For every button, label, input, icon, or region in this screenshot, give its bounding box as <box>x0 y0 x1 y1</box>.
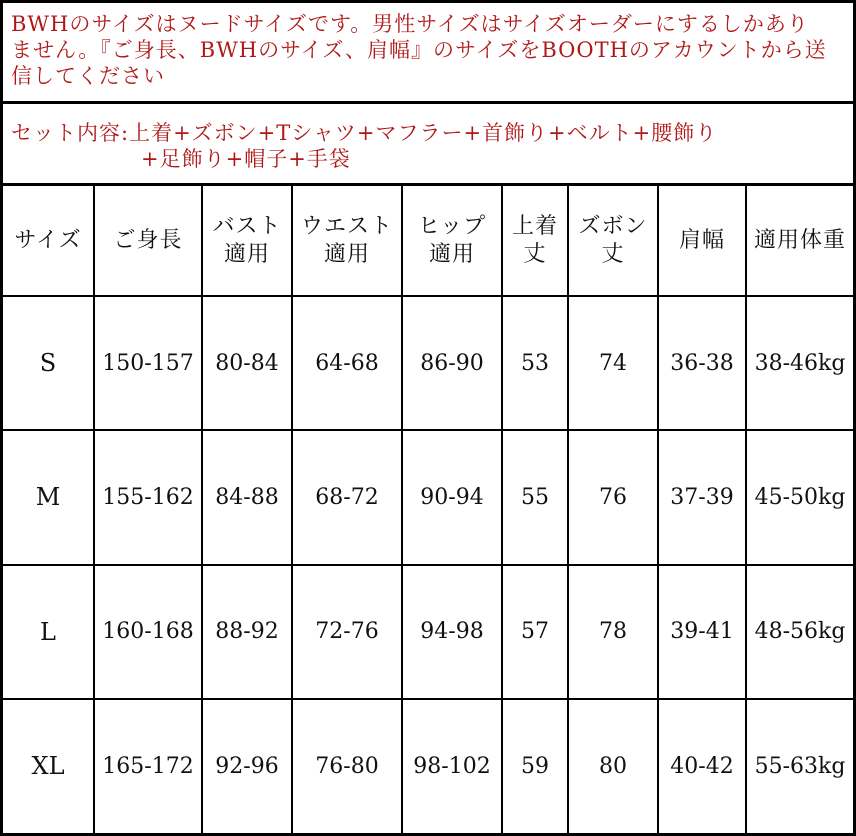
table-row <box>3 565 853 699</box>
cell-hip: 90-94 <box>402 430 502 564</box>
cell-jacket-length: 57 <box>502 565 568 699</box>
header-jacket-length: 上着 丈 <box>502 186 568 296</box>
cell-pants-length: 74 <box>568 296 658 430</box>
cell-weight: 55-63kg <box>746 699 853 833</box>
cell-height: 155-162 <box>94 430 202 564</box>
cell-size: M <box>3 430 94 564</box>
cell-shoulder: 39-41 <box>658 565 746 699</box>
cell-jacket-length: 55 <box>502 430 568 564</box>
header-row <box>3 186 853 296</box>
set-contents-notice <box>3 104 853 186</box>
sizing-notice-line: BWHのサイズはヌードサイズです。男性サイズはサイズオーダーにするしかあり <box>11 12 809 36</box>
cell-bust: 88-92 <box>202 565 292 699</box>
cell-bust: 84-88 <box>202 430 292 564</box>
set-contents-line: +足飾り+帽子+手袋 <box>141 147 351 171</box>
cell-size: S <box>3 296 94 430</box>
cell-weight: 45-50kg <box>746 430 853 564</box>
cell-hip: 86-90 <box>402 296 502 430</box>
table-row <box>3 699 853 833</box>
cell-height: 160-168 <box>94 565 202 699</box>
cell-jacket-length: 53 <box>502 296 568 430</box>
cell-waist: 64-68 <box>292 296 402 430</box>
header-hip: ヒップ 適用 <box>402 186 502 296</box>
header-height: ご身長 <box>94 186 202 296</box>
table-row <box>3 296 853 430</box>
header-bust: バスト 適用 <box>202 186 292 296</box>
cell-jacket-length: 59 <box>502 699 568 833</box>
header-size: サイズ <box>3 186 94 296</box>
cell-shoulder: 40-42 <box>658 699 746 833</box>
cell-height: 165-172 <box>94 699 202 833</box>
cell-shoulder: 36-38 <box>658 296 746 430</box>
sizing-notice <box>3 3 853 104</box>
size-table <box>3 186 853 833</box>
cell-shoulder: 37-39 <box>658 430 746 564</box>
sizing-notice-line: ません。『ご身長、BWHのサイズ、肩幅』のサイズをBOOTHのアカウントから送 <box>11 38 827 62</box>
header-pants-length: ズボン 丈 <box>568 186 658 296</box>
table-row <box>3 430 853 564</box>
cell-height: 150-157 <box>94 296 202 430</box>
cell-size: XL <box>3 699 94 833</box>
header-waist: ウエスト 適用 <box>292 186 402 296</box>
cell-bust: 80-84 <box>202 296 292 430</box>
cell-pants-length: 76 <box>568 430 658 564</box>
cell-weight: 38-46kg <box>746 296 853 430</box>
cell-size: L <box>3 565 94 699</box>
cell-pants-length: 80 <box>568 699 658 833</box>
header-weight: 適用体重 <box>746 186 853 296</box>
cell-weight: 48-56kg <box>746 565 853 699</box>
set-contents-line: セット内容:上着+ズボン+Tシャツ+マフラー+首飾り+ベルト+腰飾り <box>11 121 718 145</box>
cell-waist: 76-80 <box>292 699 402 833</box>
cell-hip: 98-102 <box>402 699 502 833</box>
cell-waist: 72-76 <box>292 565 402 699</box>
sizing-notice-line: 信してください <box>11 64 165 88</box>
header-shoulder: 肩幅 <box>658 186 746 296</box>
cell-waist: 68-72 <box>292 430 402 564</box>
cell-hip: 94-98 <box>402 565 502 699</box>
cell-pants-length: 78 <box>568 565 658 699</box>
cell-bust: 92-96 <box>202 699 292 833</box>
